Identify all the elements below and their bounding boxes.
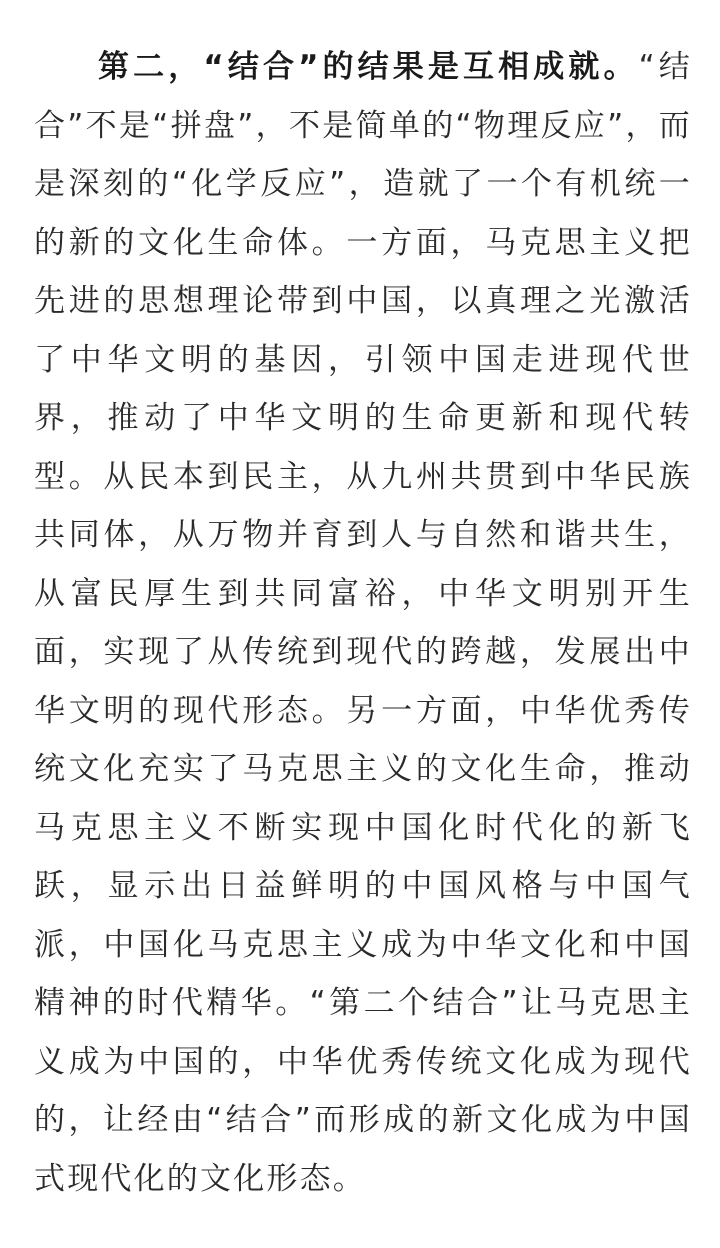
article-paragraph [34,38,692,1208]
paragraph-body-text: “结合”不是“拼盘”，不是简单的“物理反应”，而是深刻的“化学反应”，造就了一个有机统一的新的文化生命体。一方面，马克思主义把先进的思想理论带到中国，以真理之光激活了中华文明的基因，引领中国走进现代世界，推动了中华文明的生命更新和现代转型。从民本到民主，从九州共贯到中华民族共同体，从万物并育到人与自然和谐共生，从富民厚生到共同富裕，中华文明别开生面，实现了从传统到现代的跨越，发展出中华文明的现代形态。另一方面，中华优秀传统文化充实了马克思主义的文化生命，推动马克思主义不断实现中国化时代化的新飞跃，显示出日益鲜明的中国风格与中国气派，中国化马克思主义成为中华文化和中国精神的时代精华。“第二个结合”让马克思主义成为中国的，中华优秀传统文化成为现代的，让经由“结合”而形成的新文化成为中国式现代化的文化形态。 [34,49,692,1197]
paragraph-lead-sentence: 第二，“结合”的结果是互相成就。 [98,49,639,85]
